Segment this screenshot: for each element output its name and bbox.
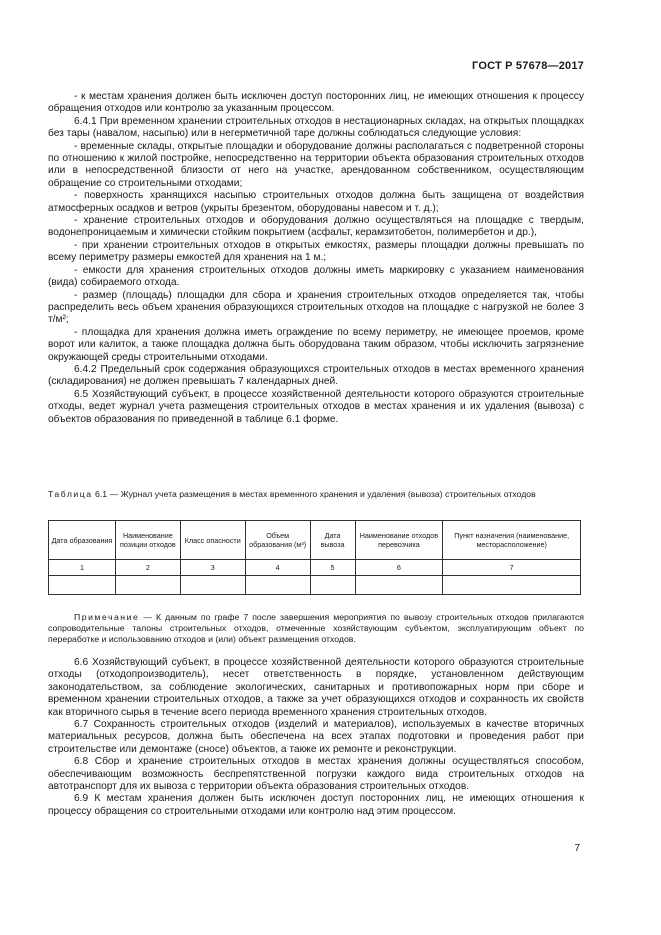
- paragraph: - хранение строительных отходов и оборудования должно осуществляться на площадке с твердым, водонепроницаемым и химически стойким покрытием (асфальт, керамзитобетон, полимербетон и др.),: [48, 215, 584, 239]
- table-caption-label: Таблица: [48, 489, 93, 499]
- column-header: Наименование отходов перевозчика: [355, 521, 443, 560]
- column-number: 3: [180, 560, 245, 576]
- paragraph: 6.9 К местам хранения должен быть исключен доступ посторонних лиц, не имеющих отношения к процессу обращения со строительными отходами или контролю над этим процессом.: [48, 793, 584, 817]
- paragraph: 6.4.2 Предельный срок содержания образующихся строительных отходов в местах временного хранения (складирования) не должен превышать 7 календарных дней.: [48, 363, 584, 388]
- paragraph: - площадка для хранения должна иметь ограждение по всему периметру, не имеющее проемов, кроме ворот или калиток, а также площадка должна быть оборудована таким образом, чтобы исключить загрязнение окружающей среды строительными отходами.: [48, 326, 584, 363]
- column-number: 1: [49, 560, 116, 576]
- table-cell: [355, 576, 443, 595]
- paragraph: 6.7 Сохранность строительных отходов (изделий и материалов), используемых в качестве вторичных материальных ресурсов, должна быть обеспечена на всех этапах подготовки и проведения работ при строительстве или демонтаже (сносе) объектов, а также их ремонте и реконструкции.: [48, 719, 584, 755]
- paragraph: 6.5 Хозяйствующий субъект, в процессе хозяйственной деятельности которого образуются строительные отходы, ведет журнал учета размещения строительных отходов в местах хранения и их удаления (вывоза) с объектов образования по приведенной в таблице 6.1 форме.: [48, 388, 584, 425]
- standard-header: ГОСТ Р 57678—2017: [472, 60, 584, 72]
- paragraph: - поверхность хранящихся насыпью строительных отходов должна быть защищена от воздействия атмосферных осадков и ветров (укрыты брезентом, оборудованы навесом и т. д.);: [48, 190, 584, 214]
- table-cell: [443, 576, 581, 595]
- note-text: — К данным по графе 7 после завершения мероприятия по вывозу строительных отходов прилагаются сопроводительные талоны строительных отходов, отмеченные хозяйствующим субъектом, эксплуатирующим объект по переработке и использованию отходов и (или) объект размещения отходов.: [48, 612, 584, 644]
- table-caption-text: 6.1 — Журнал учета размещения в местах временного хранения и удаления (вывоза) строительных отходов: [94, 489, 536, 499]
- column-number: 2: [115, 560, 180, 576]
- column-header: Наименование позиции отходов: [115, 521, 180, 560]
- table-cell: [115, 576, 180, 595]
- column-number: 4: [245, 560, 310, 576]
- paragraph: - временные склады, открытые площадки и оборудование должны располагаться с подветренной стороны по отношению к жилой постройке, непосредственно на территории объекта образования строительных отходов или в непосредственной близости от него на участке, арендованном собственником, осуществляющим обращение со строительными отходами;: [48, 140, 584, 189]
- note-paragraph: [48, 612, 584, 645]
- table-note: [48, 612, 584, 645]
- table-row: [49, 576, 581, 595]
- column-header: Пункт назначения (наименование, месторасположение): [443, 521, 581, 560]
- page-number: 7: [574, 843, 580, 854]
- column-number: 6: [355, 560, 443, 576]
- table-cell: [310, 576, 355, 595]
- column-header: Дата образования: [49, 521, 116, 560]
- table-cell: [49, 576, 116, 595]
- note-label: Примечание: [74, 612, 140, 622]
- paragraph: - размер (площадь) площадки для сбора и хранения строительных отходов определяется так, чтобы распределить весь объем хранения образующихся строительных отходов на площадке с нагрузкой не более 3 т/м²;: [48, 289, 584, 326]
- table-cell: [245, 576, 310, 595]
- table-caption: [48, 489, 584, 500]
- column-number-row: [49, 560, 581, 576]
- paragraph: - при хранении строительных отходов в открытых емкостях, размеры площадки должны превышать по всему периметру размеры емкостей для хранения на 1 м.;: [48, 239, 584, 264]
- column-number: 5: [310, 560, 355, 576]
- column-number: 7: [443, 560, 581, 576]
- paragraph: - емкости для хранения строительных отходов должны иметь маркировку с указанием наименования (вида) собираемого отхода.: [48, 264, 584, 289]
- column-header: Класс опасности: [180, 521, 245, 560]
- journal-table: [48, 520, 581, 595]
- paragraph: - к местам хранения должен быть исключен доступ посторонних лиц, не имеющих отношения к процессу обращения отходов или контролю за указанным процессом.: [48, 91, 584, 115]
- table-header-row: [49, 521, 581, 560]
- paragraph: 6.4.1 При временном хранении строительных отходов в нестационарных складах, на открытых площадках без тары (навалом, насыпью) или в негерметичной таре должны соблюдаться следующие условия:: [48, 115, 584, 140]
- table-cell: [180, 576, 245, 595]
- top-text-block: [48, 91, 584, 426]
- column-header: Дата вывоза: [310, 521, 355, 560]
- paragraph: 6.6 Хозяйствующий субъект, в процессе хозяйственной деятельности которого образуются строительные отходы (отходопроизводитель), несет ответственность в порядке, установленном действующим законодательством, за соблюдение экологических, санитарных и противопожарных норм при сборе и временном хранении строительных отходов, а также за учет образующихся отходов и сохранность их свойств как вторичного сырья в течение всего периода временного хранения строительных отходов.: [48, 657, 584, 718]
- paragraph: 6.8 Сбор и хранение строительных отходов в местах хранения должны осуществляться способом, обеспечивающим возможность беспрепятственной погрузки каждого вида строительных отходов на автотранспорт для их вывоза с территории объекта образования строительных отходов.: [48, 756, 584, 793]
- bottom-text-block: [48, 657, 584, 818]
- column-header: Объем образования (м³): [245, 521, 310, 560]
